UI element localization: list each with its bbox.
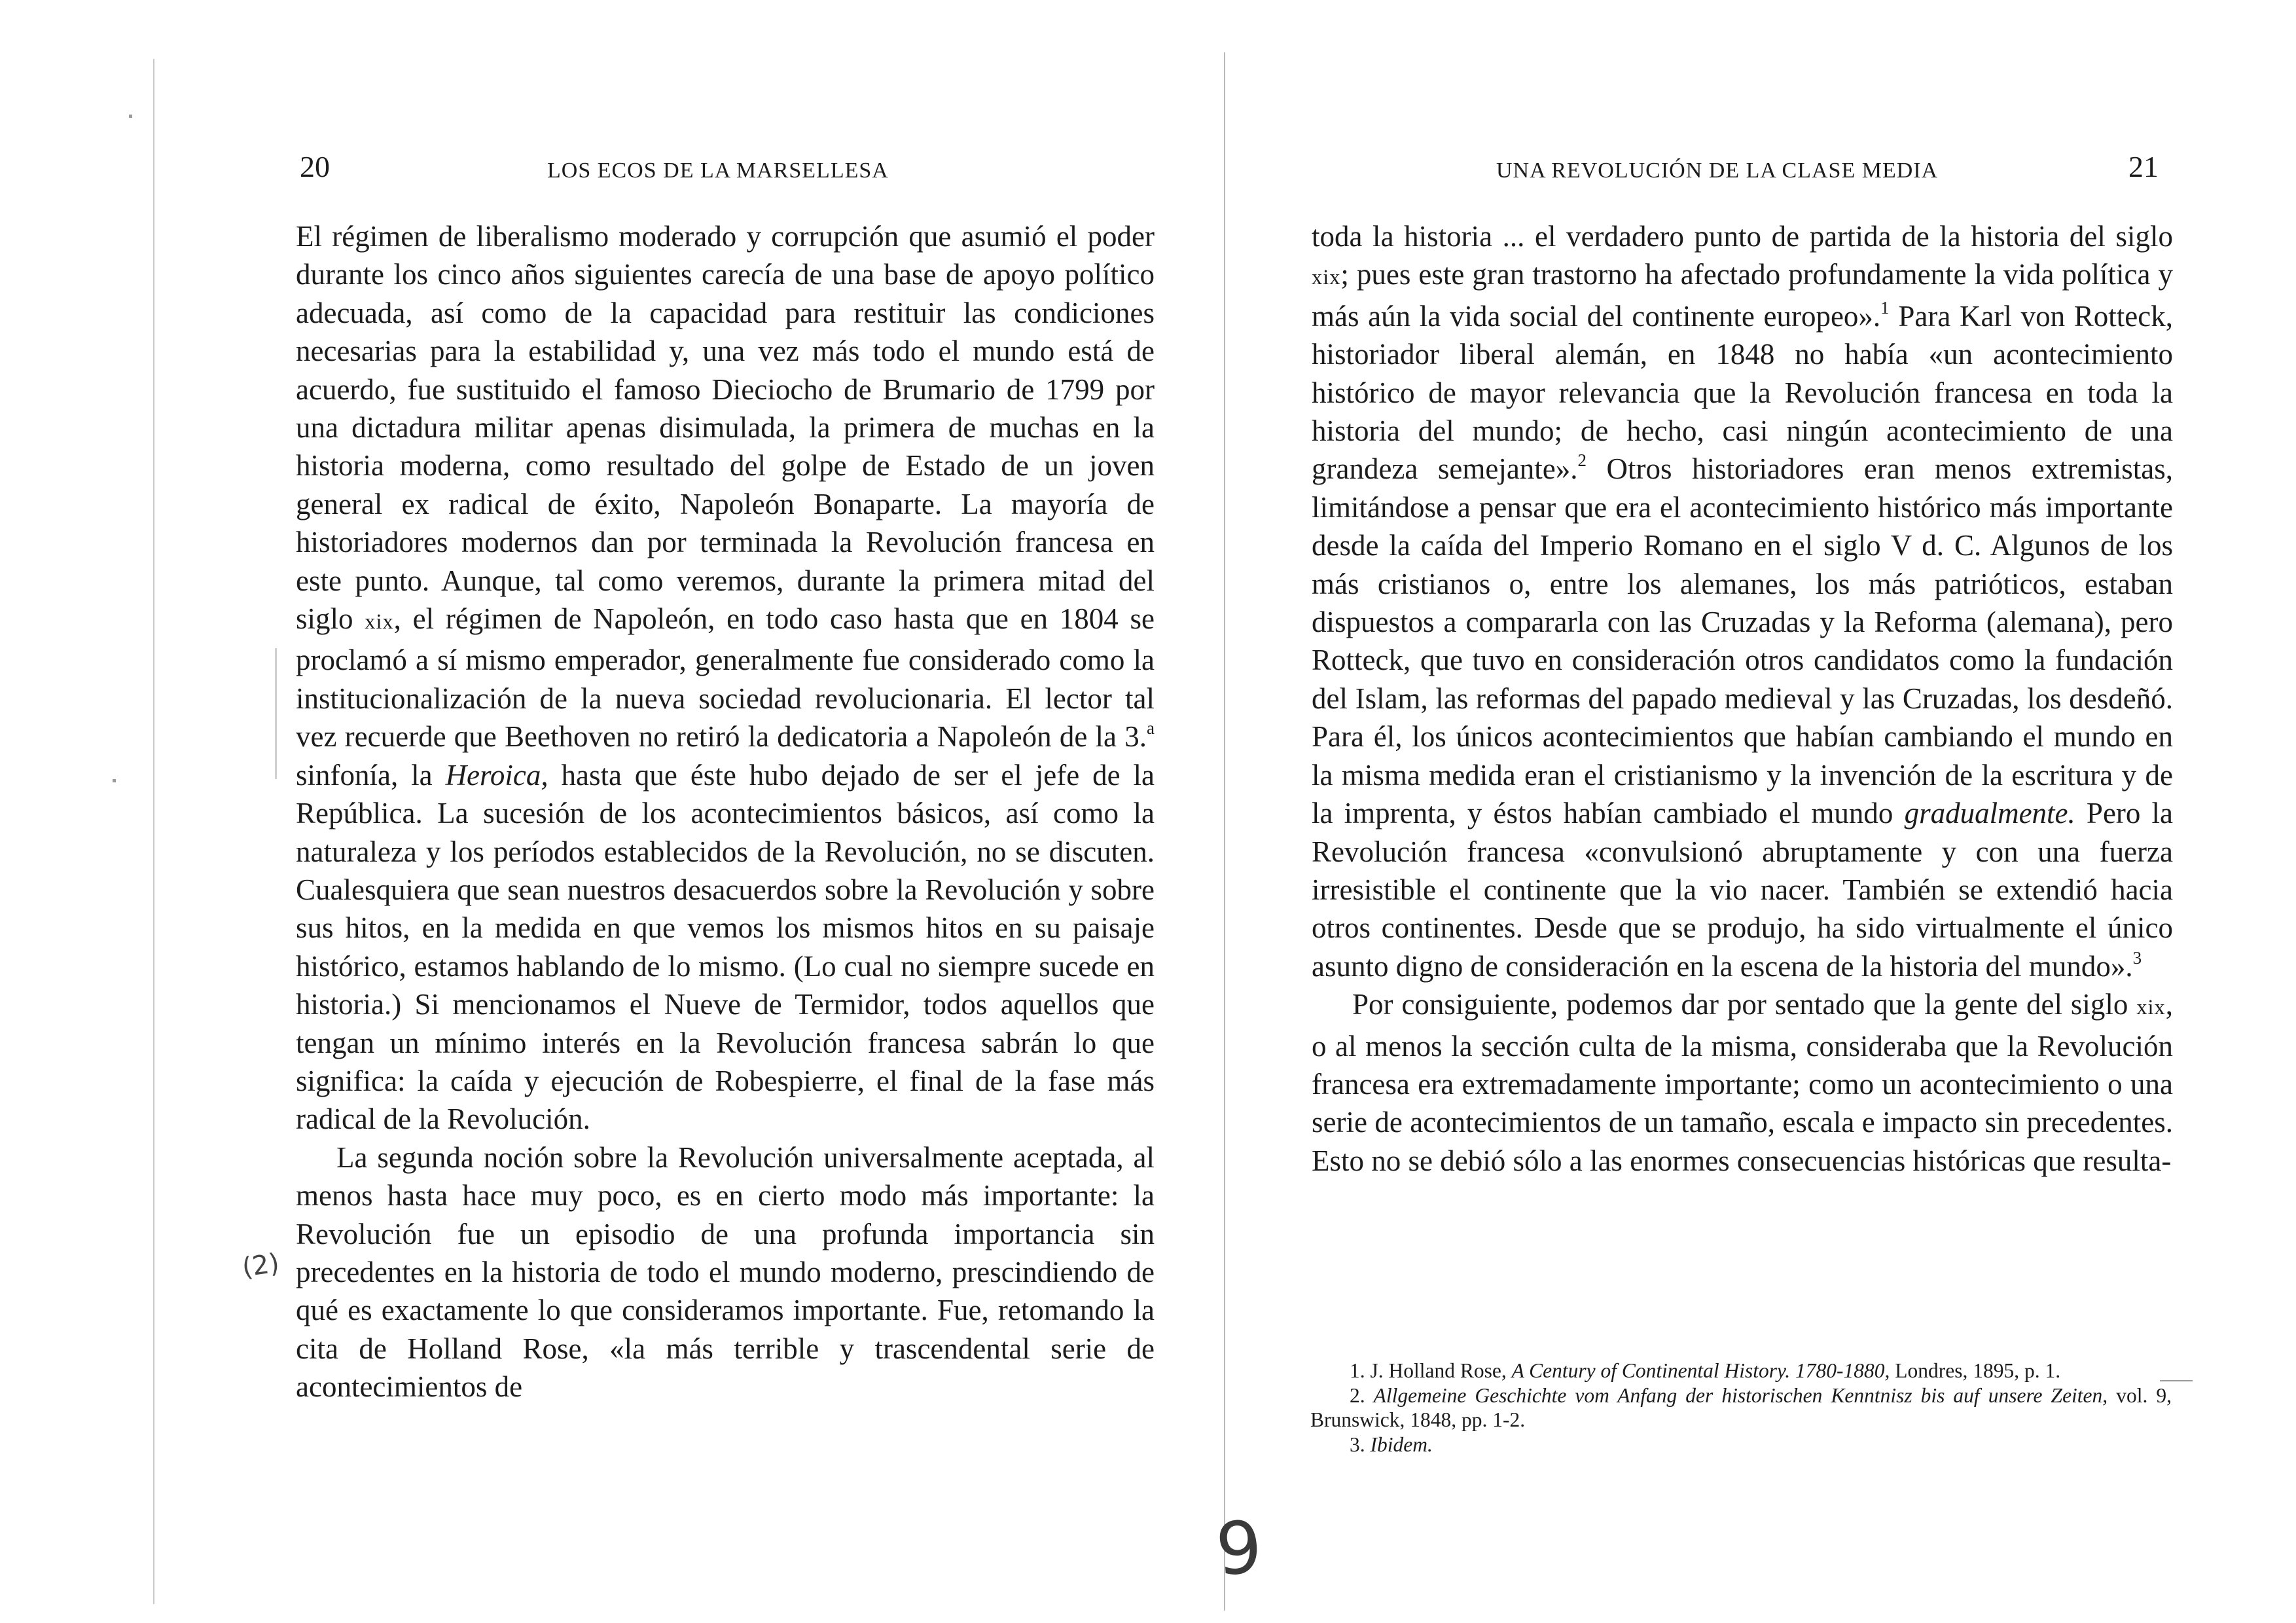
text-segment: sinfonía, la [296,758,446,792]
text-segment: 2. [1350,1383,1374,1407]
text-segment-sup: 2 [1577,450,1587,471]
text-segment: toda la historia ... el verdadero punto de partida de la historia del siglo [1312,220,2173,253]
footnote [1310,1359,2172,1383]
scan-speck [129,115,132,118]
paragraph [1312,985,2173,1180]
text-segment: El régimen de liberalismo moderado y corrupción que asumió el poder durante los cinco años siguientes carecía de una base de apoyo político adecuada, así como de la capacidad para restituir las condiciones necesarias para la estabilidad y, una vez más todo el mundo está de acuerdo, fue sustituido el famoso Dieciocho de Brumario de 1799 por una dictadura militar apenas disimulada, la primera de muchas en la historia moderna, como resultado del golpe de Estado de un joven general ex radical de éxito, Napoleón Bonaparte. La mayoría de historiadores modernos dan por terminada la Revolución francesa en este punto. Aunque, tal como veremos, durante la primera mitad del siglo [296,220,1155,636]
body-text [1312,217,2173,1180]
page-number: 20 [300,150,330,183]
text-segment-sup: 1 [1880,297,1890,318]
footnote [1310,1383,2172,1432]
text-segment: La segunda noción sobre la Revolución universalmente aceptada, al menos hasta hace muy poco, es en cierto modo más importante: la Revolución fue un episodio de una profunda importancia sin precedentes en la historia de todo el mundo moderno, prescindiendo de qué es exactamente lo que consideramos importante. Fue, retomando la cita de Holland Rose, «la más terrible y trascendental serie de acontecimientos de [296,1140,1155,1404]
text-segment: vol. 9, Brunswick, 1848, pp. 1-2. [1310,1383,2172,1431]
text-segment-em: A Century of Continental History. 1780-1880, [1511,1359,1890,1382]
text-segment: , o al menos la sección culta de la misma, consideraba que la Revolución francesa era extremadamente importante; como un acontecimiento o una serie de acontecimientos de un tamaño, escala e impacto sin precedentes. Esto no se debió sólo a las enormes consecuencias históricas que resulta- [1312,988,2173,1177]
text-segment-sc: xix [365,610,394,634]
text-segment-sc: xix [1312,266,1341,290]
text-segment: hasta que éste hubo dejado de ser el jefe de la República. La sucesión de los acontecimientos básicos, así como la naturaleza y los períodos establecidos de la Revolución, no se discuten. Cualesquiera que sean nuestros desacuerdos sobre la Revolución y sobre sus hitos, en la medida en que vemos los mismos hitos en su paisaje histórico, estamos hablando de lo mismo. (Lo cual no siempre sucede en historia.) Si mencionamos el Nueve de Termidor, todos aquellos que tengan un mínimo interés en la Revolución francesa sabrán lo que significa: la caída y ejecución de Robespierre, el final de la fase más radical de la Revolución. [296,758,1155,1136]
text-segment-sup: a [1147,718,1155,739]
footnote [1310,1432,2172,1457]
text-segment-em: gradualmente. [1904,797,2075,830]
paragraph [296,217,1155,1139]
paragraph [296,1139,1155,1406]
margin-note-handwritten: 9 [1213,1504,1265,1592]
text-segment: ; pues este gran trastorno ha afectado profundamente la vida política y más aún la vida social del continente europeo». [1312,258,2173,333]
scan-edge-line [153,59,154,1604]
scan-speck [113,779,116,782]
text-segment-sc: xix [2136,996,2166,1020]
running-head: UNA REVOLUCIÓN DE LA CLASE MEDIA [1496,158,1939,183]
paragraph [1312,217,2173,985]
text-segment: Por consiguiente, podemos dar por sentado que la gente del siglo [1352,988,2137,1021]
text-segment: 3. [1350,1432,1371,1456]
margin-bracket-mark [275,648,277,779]
running-head: LOS ECOS DE LA MARSELLESA [547,158,889,183]
margin-note-handwritten: (2) [240,1248,281,1283]
text-segment: Otros historiadores eran menos extremistas, limitándose a pensar que era el acontecimiento histórico más importante desde la caída del Imperio Romano en el siglo V d. C. Algunos de los más cristianos o, entre los alemanes, los más patrióticos, estaban dispuestos a compararla con las Cruzadas y la Reforma (alemana), pero Rotteck, que tuvo en consideración otros candidatos como la fundación del Islam, las reformas del papado medieval y las Cruzadas, los desdeñó. Para él, los únicos acontecimientos que habían cambiando el mundo en la misma medida eran el cristianismo y la invención de la escritura y de la imprenta, y éstos habían cambiado el mundo [1312,452,2173,830]
text-segment: Londres, 1895, p. 1. [1890,1359,2061,1382]
body-text [296,217,1155,1406]
text-segment-sup: 3 [2132,947,2142,968]
text-segment: Para Karl von Rotteck, historiador liberal alemán, en 1848 no había «un acontecimiento histórico de mayor relevancia que la Revolución francesa en toda la historia del mundo; de hecho, casi ningún acontecimiento de una grandeza semejante». [1312,299,2173,486]
text-segment-em: Allgemeine Geschichte vom Anfang der historischen Kenntnisz bis auf unsere Zeiten, [1373,1383,2108,1407]
text-segment-em: Heroica, [445,758,548,792]
footnotes [1310,1359,2172,1457]
text-segment: 1. J. Holland Rose, [1350,1359,1512,1382]
text-segment: Pero la Revolución francesa «convulsionó abruptamente y con una fuerza irresistible el continente que la vio nacer. También se extendió hacia otros continentes. Desde que se produjo, ha sido virtualmente el único asunto digno de consideración en la escena de la historia del mundo». [1312,797,2174,983]
page-number: 21 [2128,150,2159,183]
text-segment: , el régimen de Napoleón, en todo caso hasta que en 1804 se proclamó a sí mismo emperador, generalmente fue considerado como la institucionalización de la nueva sociedad revolucionaria. El lector tal vez recuerde que Beethoven no retiró la dedicatoria a Napoleón de la 3. [296,602,1155,754]
text-segment-em: Ibidem. [1370,1432,1433,1456]
